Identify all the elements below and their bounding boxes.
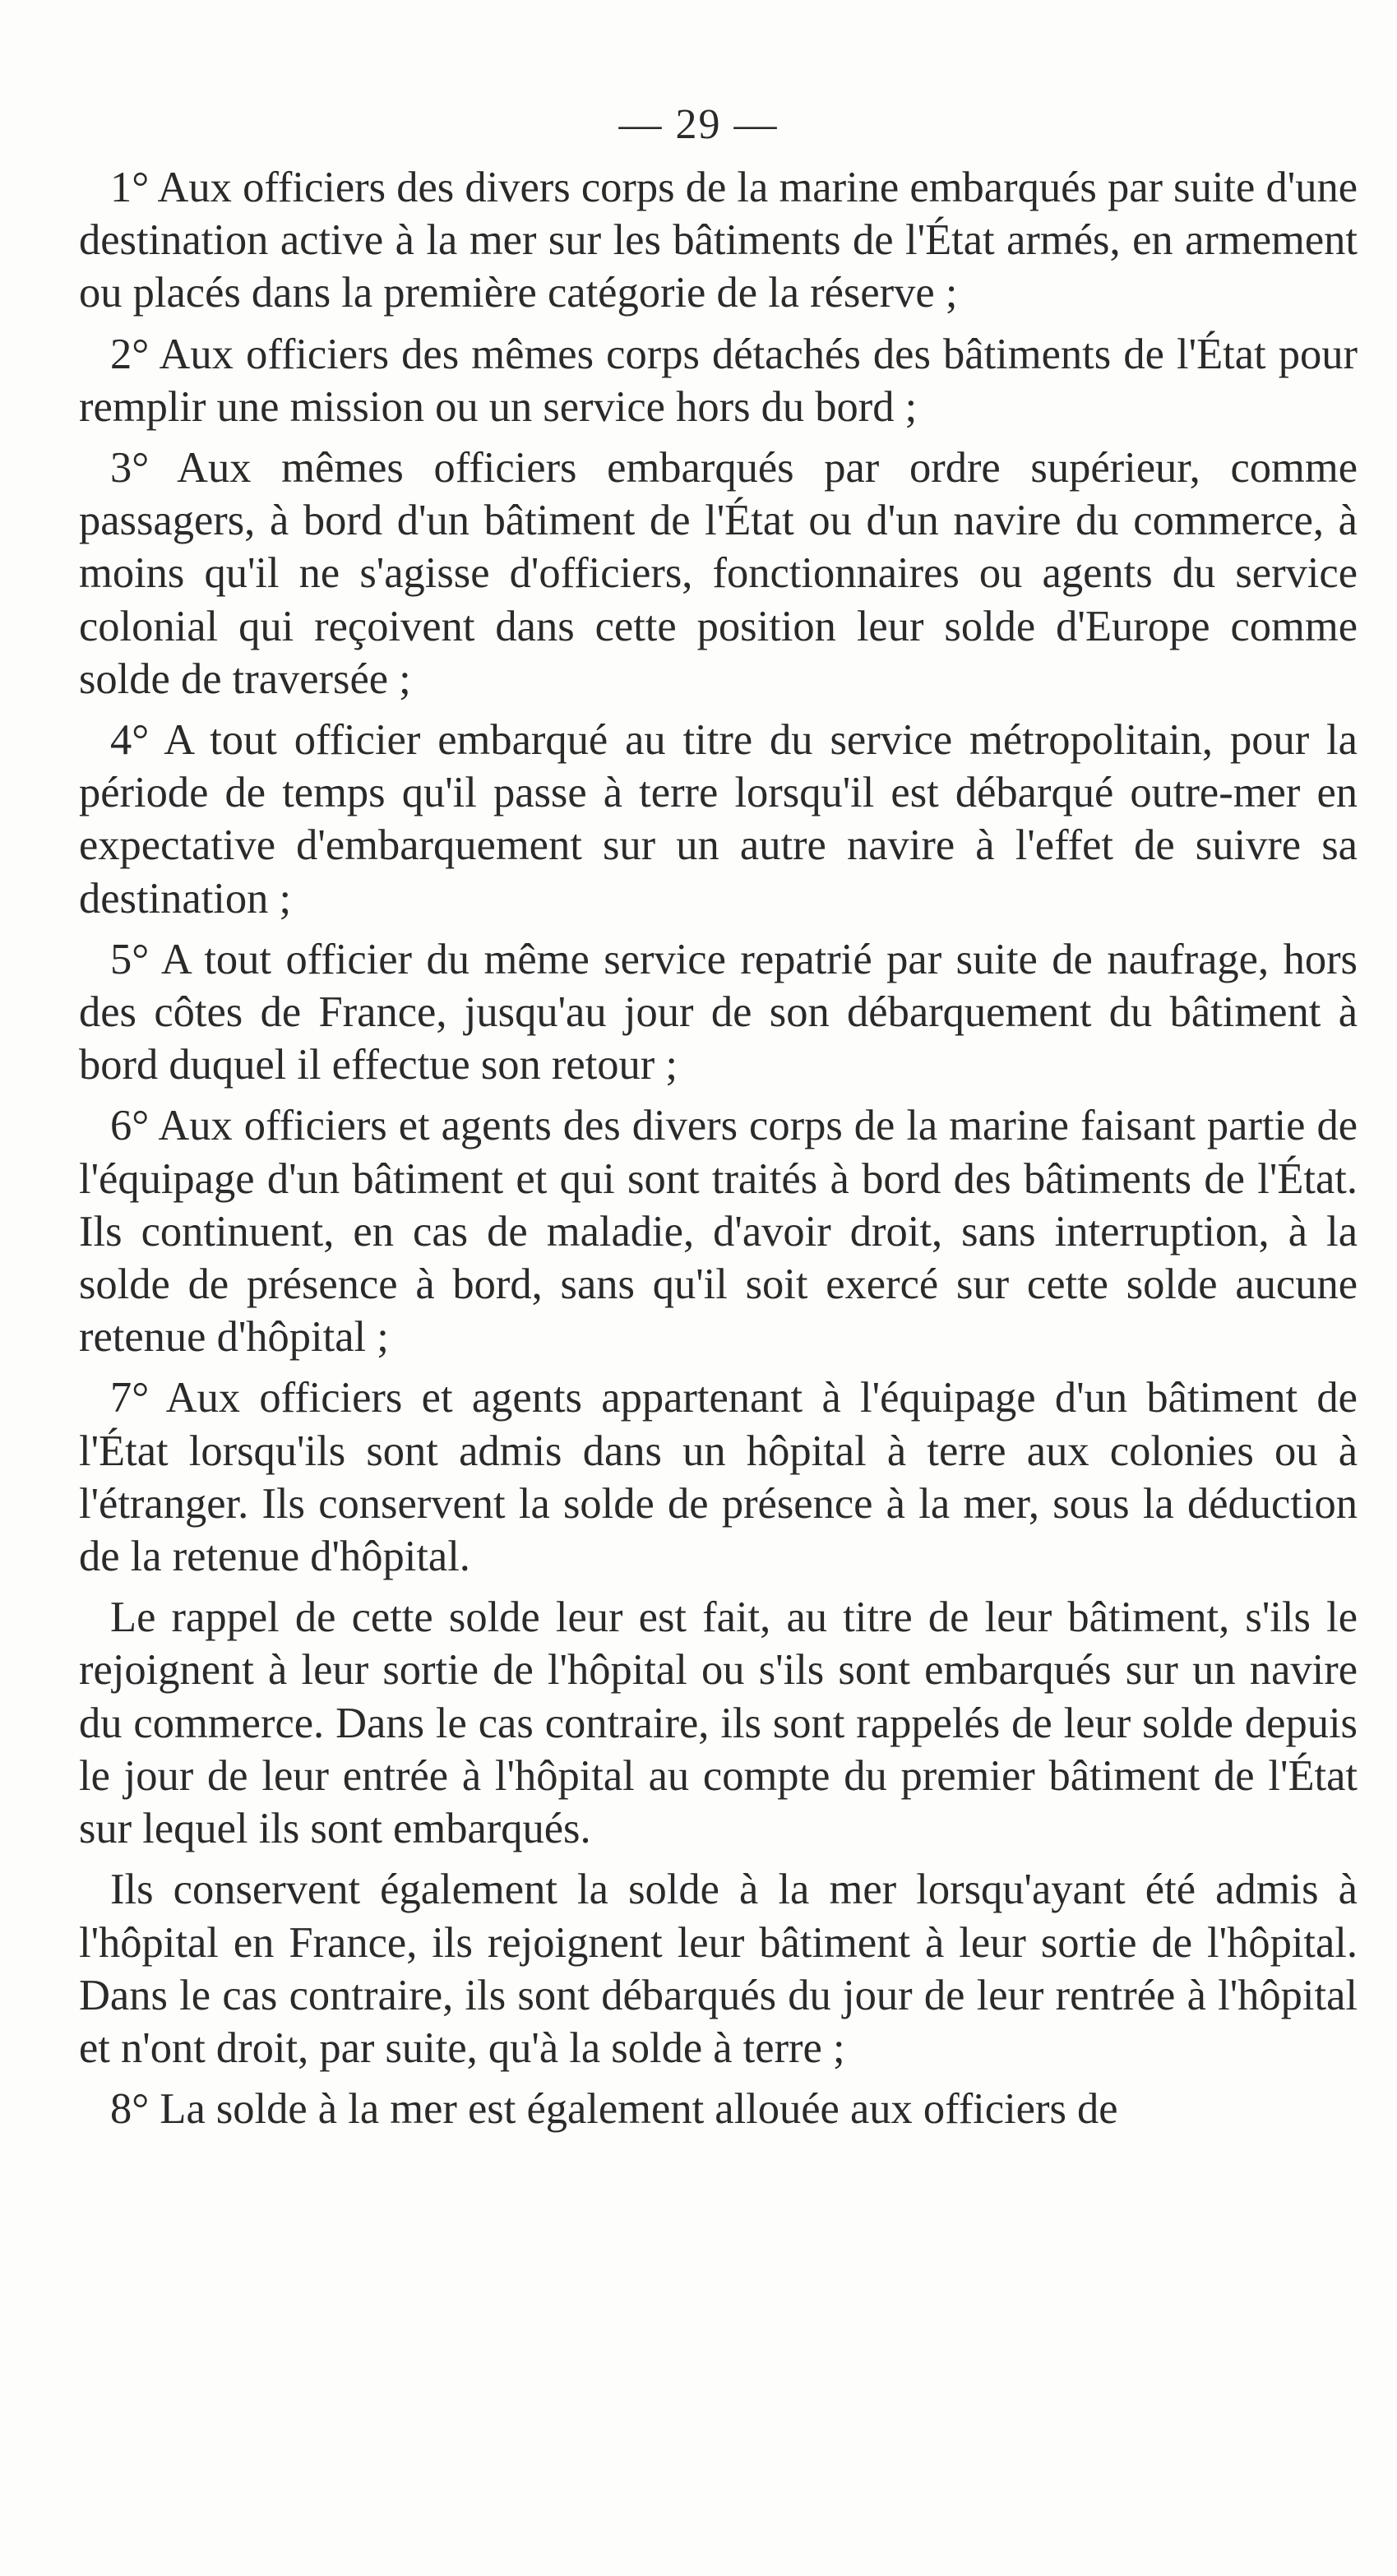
paragraph-8: 8° La solde à la mer est également allouée aux officiers de — [110, 2085, 1118, 2134]
paragraph-5: 5° A tout officier du même service repatrié par suite de naufrage, hors des côtes de France, jusqu'au jour de son débarquement du bâtiment à bord duquel il effectue son retour ; — [79, 935, 1358, 1089]
paragraph-4: 4° A tout officier embarqué au titre du service métropolitain, pour la période de temps qu'il passe à terre lorsqu'il est débarqué outre-mer en expectative d'embarquement sur un autre navire à l'effet de suivre sa destination ; — [79, 716, 1358, 923]
paragraph-2: 2° Aux officiers des mêmes corps détachés des bâtiments de l'État pour remplir une mission ou un service hors du bord ; — [79, 330, 1358, 431]
paragraph-7: 7° Aux officiers et agents appartenant à l'équipage d'un bâtiment de l'État lorsqu'ils sont admis dans un hôpital à terre aux colonies ou à l'étranger. Ils conservent la solde de présence à la mer, sous la déduction de la retenue d'hôpital. — [79, 1374, 1358, 1581]
paragraph-3: 3° Aux mêmes officiers embarqués par ordre supérieur, comme passagers, à bord d'un bâtiment de l'État ou d'un navire du commerce, à moins qu'il ne s'agisse d'officiers, fonctionnaires ou agents du service colonial qui reçoivent dans cette position leur solde d'Europe comme solde de traversée ; — [79, 444, 1358, 703]
paragraph-6: 6° Aux officiers et agents des divers corps de la marine faisant partie de l'équipage d'un bâtiment et qui sont traités à bord des bâtiments de l'État. Ils continuent, en cas de maladie, d'avoir droit, sans interruption, à la solde de présence à bord, sans qu'il soit exercé sur cette solde aucune retenue d'hôpital ; — [79, 1102, 1358, 1362]
body-text — [79, 161, 1358, 2135]
page-number: — 29 — — [618, 101, 779, 148]
paragraph-7-rappel: Le rappel de cette solde leur est fait, au titre de leur bâtiment, s'ils le rejoignent à leur sortie de l'hôpital ou s'ils sont embarqués sur un navire du commerce. Dans le cas contraire, ils sont rappelés de leur solde depuis le jour de leur entrée à l'hôpital au compte du premier bâtiment de l'État sur lequel ils sont embarqués. — [79, 1593, 1358, 1853]
paragraph-1: 1° Aux officiers des divers corps de la marine embarqués par suite d'une destination active à la mer sur les bâtiments de l'État armés, en armement ou placés dans la première catégorie de la réserve ; — [79, 164, 1358, 317]
paragraph-7-france: Ils conservent également la solde à la mer lorsqu'ayant été admis à l'hôpital en France, ils rejoignent leur bâtiment à leur sortie de l'hôpital. Dans le cas contraire, ils sont débarqués du jour de leur rentrée à l'hôpital et n'ont droit, par suite, qu'à la solde à terre ; — [79, 1866, 1358, 2072]
